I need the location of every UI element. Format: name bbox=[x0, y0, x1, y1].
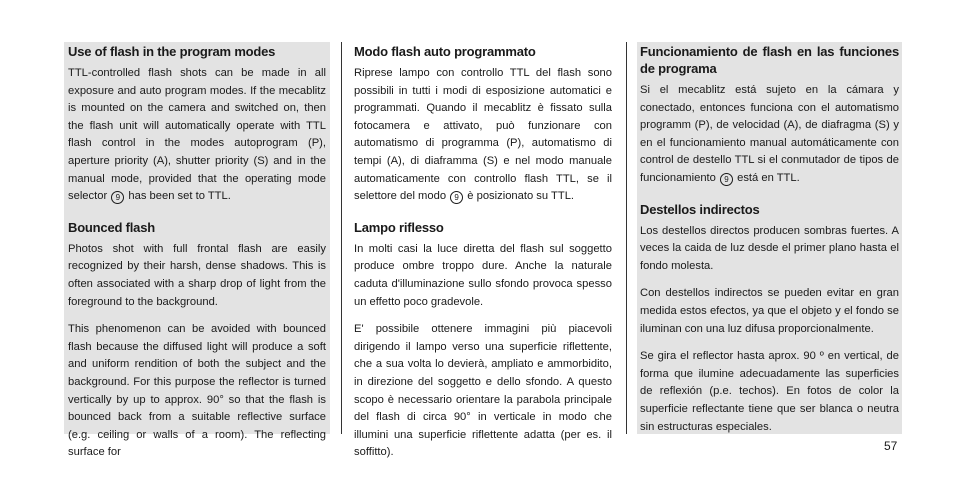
heading-modo-flash: Modo flash auto programmato bbox=[354, 44, 536, 59]
heading-destellos-indirectos: Destellos indirectos bbox=[640, 201, 760, 217]
paragraph-text: TTL-controlled flash shots can be made in all exposure and auto program modes. If the mecablitz is mounted on the camera and switched on, then the flash unit will automatically operate with TTL flash control in the modes autoprogram (P), aperture priority (A), shutter priority (S) and in the manual mode, provided that the operating mode selector bbox=[68, 67, 326, 203]
mode-selector-symbol: 9 bbox=[450, 191, 463, 204]
paragraph-mecablitz-camara bbox=[640, 82, 899, 188]
paragraph-text: Riprese lampo con controllo TTL del flash sono possibili in tutti i modi di esposizione automatici e programmati. Quando il mecablitz è fissato sulla fotocamera e attivato, può funzionare con automatismo di programma (P), automatismo di tempi (A), di diaframma (S) e nel modo manuale automaticamente con controllo flash TTL, se il selettore del modo bbox=[354, 67, 612, 203]
paragraph-text: Si el mecablitz está sujeto en la cámara y conectado, entonces funciona con el automatismo programm (P), de velocidad (A), de diafragma (S) y en el funcionamiento manual automáticamente con control de destello TTL si el conmutador de tipos de funcionamiento bbox=[640, 84, 899, 184]
paragraph-bounced-flash-method: This phenomenon can be avoided with bounced flash because the diffused light will produce a soft and uniform rendition of both the subject and the background. For this purpose the reflector is turned vertically by up to approx. 90° so that the flash is bounced back from a suitable reflective surface (e.g. ceiling or walls of a room). The reflecting surface for bbox=[68, 323, 326, 459]
paragraph-text: está en TTL. bbox=[737, 171, 800, 184]
heading-funcionamiento-flash: Funcionamiento de flash en las funciones de programa bbox=[640, 44, 899, 76]
heading-flash-program-modes: Use of flash in the program modes bbox=[68, 44, 276, 59]
paragraph-gira-reflector: Se gira el reflector hasta aprox. 90 º en vertical, de forma que ilumine adecuadamente las superficies de reflexión (p.e. techos). En fotos de color la superficie reflectante tiene que ser blanca o neutra sin estructuras especiales. bbox=[640, 350, 899, 433]
italian-column bbox=[352, 42, 614, 459]
paragraph-text: è posizionato su TTL. bbox=[467, 190, 575, 203]
paragraph-destellos-directos: Los destellos directos producen sombras fuertes. A veces la caida de luz desde el primer plano hasta el fondo molesta. bbox=[640, 224, 899, 272]
mode-selector-symbol: 9 bbox=[111, 191, 124, 204]
column-divider bbox=[626, 42, 627, 434]
mode-selector-symbol: 9 bbox=[720, 173, 733, 186]
paragraph-luz-difusa: Con destellos indirectos se pueden evitar en gran medida estos efectos, ya que el objeto y el fondo se iluminan con una luz difusa proporcionalmente. bbox=[640, 287, 899, 335]
paragraph-text: has been set to TTL. bbox=[128, 190, 231, 203]
english-column bbox=[64, 42, 330, 459]
paragraph-frontal-flash: Photos shot with full frontal flash are easily recognized by their harsh, dense shadows. This is often associated with a sharp drop of light from the foreground to the background. bbox=[68, 242, 326, 308]
paragraph-controllo-ttl bbox=[354, 65, 612, 206]
paragraph-ttl-program-modes bbox=[68, 65, 326, 206]
spanish-column bbox=[637, 42, 902, 434]
heading-lampo-riflesso: Lampo riflesso bbox=[354, 219, 444, 235]
column-divider bbox=[341, 42, 342, 434]
page-number: 57 bbox=[884, 439, 898, 453]
paragraph-luce-diretta: In molti casi la luce diretta del flash sul soggetto produce ombre troppo dure. Anche la naturale caduta d'illuminazione sullo sfondo provoca spesso un effetto poco gradevole. bbox=[354, 242, 612, 308]
heading-bounced-flash: Bounced flash bbox=[68, 219, 155, 235]
paragraph-superficie-riflettente: E' possibile ottenere immagini più piacevoli dirigendo il lampo verso una superficie riflettente, che a sua volta lo devierà, ampliato e ammorbidito, in direzione del soggetto e dello sfondo. A questo scopo è necessario orientare la parabola principale del flash di circa 90° in verticale in modo che illumini una superficie riflettente adatta (per es. il soffitto). bbox=[354, 323, 612, 459]
